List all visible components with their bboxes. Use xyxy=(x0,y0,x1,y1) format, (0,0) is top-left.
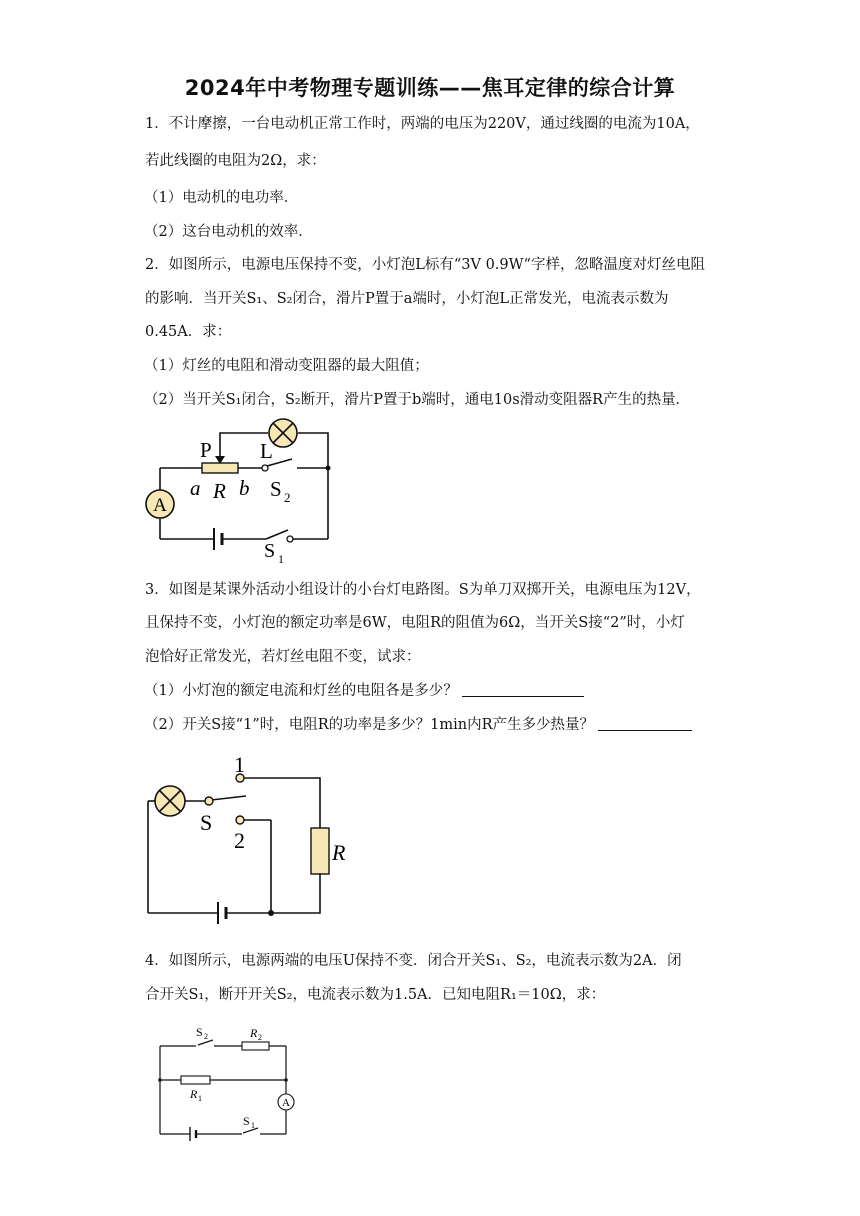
svg-text:R: R xyxy=(332,840,346,865)
q4-line-2: 合开关S₁，断开开关S₂，电流表示数为1.5A．已知电阻R₁＝10Ω，求： xyxy=(145,987,606,1003)
svg-text:2: 2 xyxy=(258,1033,262,1042)
q2-circuit-diagram xyxy=(140,420,340,566)
q2-line-2: 的影响．当开关S₁、S₂闭合，滑片P置于a端时，小灯泡L正常发光，电流表示数为 xyxy=(145,291,669,307)
svg-text:R: R xyxy=(213,479,226,503)
svg-text:P: P xyxy=(200,438,212,462)
q3-line-3: 泡恰好正常发光，若灯丝电阻不变，试求： xyxy=(145,649,421,665)
lamp-icon xyxy=(155,786,185,816)
svg-text:1: 1 xyxy=(278,552,284,566)
q4-circuit-diagram xyxy=(150,1022,300,1142)
q2-line-1: 2．如图所示，电源电压保持不变，小灯泡L标有“3V 0.9W“字样，忽略温度对灯丝电阻 xyxy=(145,257,705,273)
svg-text:A: A xyxy=(153,495,167,516)
answer-blank-2[interactable] xyxy=(598,716,692,731)
q2-part-2: （2）当开关S₁闭合，S₂断开，滑片P置于b端时，通电10s滑动变阻器R产生的热量． xyxy=(144,392,691,408)
svg-text:A: A xyxy=(282,1097,290,1109)
q3-line-1: 3．如图是某课外活动小组设计的小台灯电路图。S为单刀双掷开关，电源电压为12V， xyxy=(145,582,701,598)
lamp-icon xyxy=(269,419,297,447)
ammeter-icon xyxy=(146,490,174,518)
answer-blank-1[interactable] xyxy=(462,682,584,697)
q3-circuit-diagram xyxy=(140,750,360,920)
svg-text:S: S xyxy=(200,810,213,835)
q2-line-3: 0.45A．求： xyxy=(145,324,232,340)
svg-text:S: S xyxy=(264,540,276,562)
q1-line-2: 若此线圈的电阻为2Ω，求： xyxy=(145,153,326,169)
q1-line-1: 1．不计摩擦，一台电动机正常工作时，两端的电压为220V，通过线圈的电流为10A， xyxy=(145,116,700,132)
svg-text:1: 1 xyxy=(198,1094,202,1103)
q4-line-1: 4．如图所示，电源两端的电压U保持不变．闭合开关S₁、S₂，电流表示数为2A．闭 xyxy=(145,953,682,969)
svg-text:S: S xyxy=(270,477,282,501)
q3-part-2: （2）开关S接“1”时，电阻R的功率是多少？1min内R产生多少热量？ xyxy=(144,715,692,735)
svg-text:R: R xyxy=(250,1026,258,1040)
svg-text:1: 1 xyxy=(234,752,245,777)
svg-text:2: 2 xyxy=(284,490,291,505)
svg-text:R: R xyxy=(190,1087,198,1101)
q1-part-1: （1）电动机的电功率． xyxy=(144,190,299,206)
svg-text:S: S xyxy=(196,1025,203,1039)
svg-text:b: b xyxy=(239,476,250,500)
q2-part-1: （1）灯丝的电阻和滑动变阻器的最大阻值； xyxy=(144,358,429,374)
svg-text:2: 2 xyxy=(234,828,245,853)
svg-text:L: L xyxy=(260,439,273,463)
svg-text:2: 2 xyxy=(204,1032,208,1041)
svg-text:S: S xyxy=(243,1114,250,1128)
q1-part-2: （2）这台电动机的效率． xyxy=(144,224,313,240)
q3-line-2: 且保持不变，小灯泡的额定功率是6W，电阻R的阻值为6Ω，当开关S接“2”时，小灯 xyxy=(145,615,685,631)
svg-text:1: 1 xyxy=(251,1121,255,1130)
svg-text:a: a xyxy=(190,476,201,500)
ammeter-icon xyxy=(278,1094,294,1110)
q3-part-1: （1）小灯泡的额定电流和灯丝的电阻各是多少？ xyxy=(144,681,584,701)
page-title: 2024年中考物理专题训练——焦耳定律的综合计算 xyxy=(184,76,676,100)
